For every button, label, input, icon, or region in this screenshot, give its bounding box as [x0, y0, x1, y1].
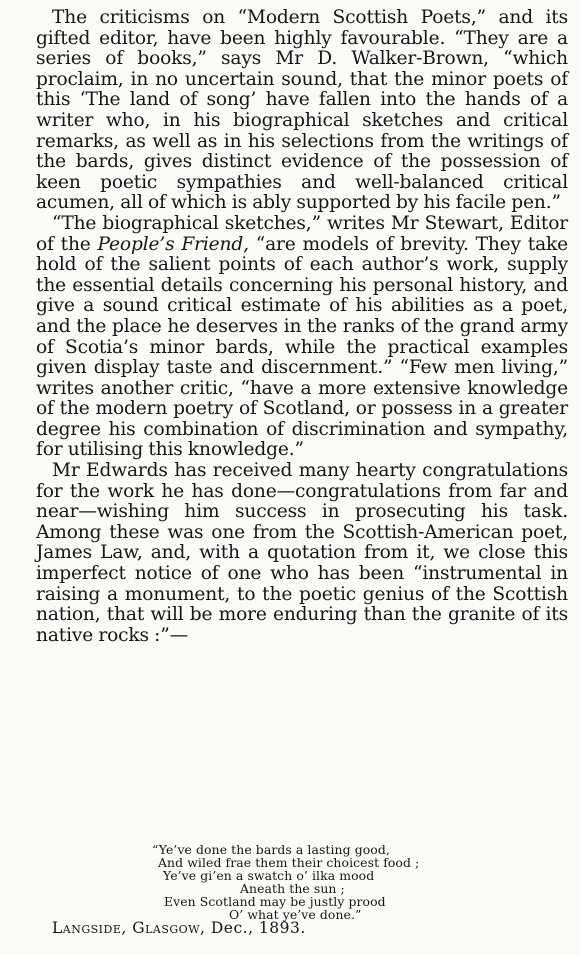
poem-line: “Ye’ve done the bards a lasting good,: [152, 842, 390, 857]
poem-line: Aneath the sun ;: [240, 881, 345, 896]
poem-line: Even Scotland may be justly prood: [164, 894, 386, 909]
paragraph-text: Mr Edwards has received many hearty congratulations for the work he has done—congratulations from far and near—wishing him success in prosecuting his task. Among these was one from the Scottish-American poet, James Law, and, with a quotation from it, we close this imperfect notice of one who has been “instrumental in raising a monument, to the poetic genius of the Scottish nation, that will be more enduring than the granite of its native rocks :”—: [36, 460, 568, 646]
paragraph-criticisms: [36, 8, 568, 214]
paragraph-text: “The biographical sketches,” writes Mr Stewart, Editor of the: [36, 212, 568, 255]
signoff-place: Langside, Glasgow,: [52, 919, 206, 937]
signoff-date: Dec., 1893.: [210, 919, 306, 937]
article-column: [36, 8, 568, 646]
poem-line: Ye’ve gi’en a swatch o’ ilka mood: [163, 868, 375, 883]
poem-line: And wiled frae them their choicest food ;: [158, 855, 420, 870]
paragraph-text: “are models of brevity. They take hold of the salient points of each author’s work, supply the essential details concerning his personal history, and give a sound critical estimate of his abilities as a poet, and the place he deserves in the ranks of the grand army of Scotia’s minor bards, while the practical examples given display taste and discernment.” “Few men living,” writes another critic, “have a more extensive knowledge of the modern poetry of Scotland, or possess in a greater degree his combination of discrimination and sympathy, for utilising this knowledge.”: [36, 233, 568, 461]
paragraph-text: The criticisms on “Modern Scottish Poets,” and its gifted editor, have been highly favourable. “They are a series of books,” says Mr D. Walker-Brown, “which proclaim, in no uncertain sound, that the minor poets of this ‘The land of song’ have fallen into the hands of a writer who, in his biographical sketches and critical remarks, as well as in his selections from the writings of the bards, gives distinct evidence of the possession of keen poetic sympathies and well-balanced critical acumen, all of which is ably supported by his facile pen.”: [36, 7, 568, 214]
paragraph-congratulations: [36, 461, 568, 646]
signoff: [52, 919, 306, 937]
paragraph-biographical-sketches: [36, 214, 568, 461]
poem-line: O’ what ye’ve done.”: [229, 907, 362, 922]
publication-title: People’s Friend,: [97, 233, 249, 255]
